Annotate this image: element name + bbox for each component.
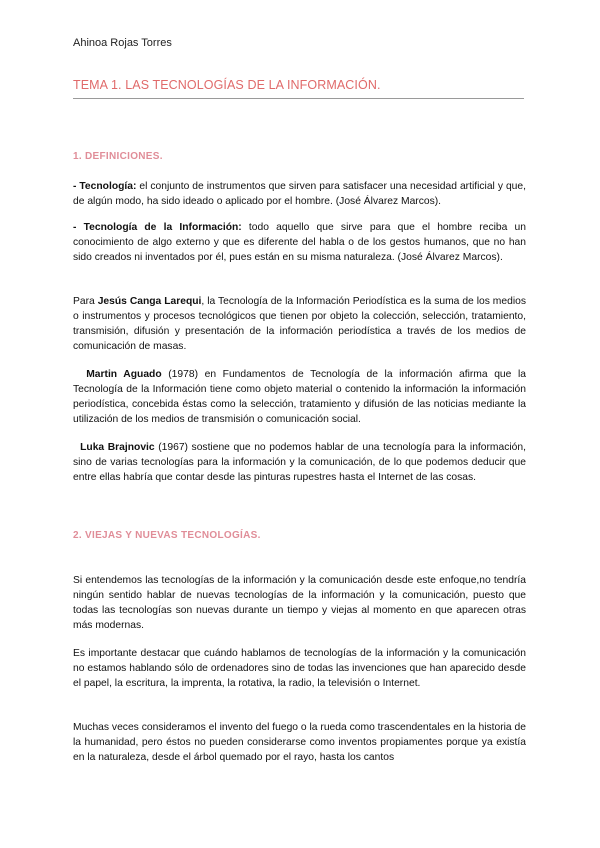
body-paragraph: Si entendemos las tecnologías de la información y la comunicación desde este enfoque,no tendría ningún sentido hablar de nuevas tecnologías de la información y la comunicación, puesto que todas las tecnologías son nuevas durante un tiempo y viejas al momento en que aparecen otras más modernas. — [73, 575, 526, 631]
author-name: Ahinoa Rojas Torres — [73, 37, 172, 49]
author-paragraph — [73, 440, 526, 485]
definition-text: el conjunto de instrumentos que sirven para satisfacer una necesidad artificial y que, de algún modo, ha sido ideado o aplicado por el hombre. (José Álvarez Marcos). — [73, 181, 526, 207]
section-heading-definiciones: 1. DEFINICIONES. — [73, 151, 163, 162]
author-name-bold: Martin Aguado — [86, 369, 162, 380]
author-paragraph — [73, 294, 526, 354]
definition-paragraph — [73, 179, 526, 209]
definition-paragraph — [73, 220, 526, 265]
definition-term: - Tecnología: — [73, 181, 137, 192]
author-name-bold: Jesús Canga Larequi — [97, 296, 202, 307]
definition-term: - Tecnología de la Información: — [73, 222, 242, 233]
title-divider — [73, 98, 524, 99]
author-text: (1967) sostiene que no podemos hablar de una tecnología para la información, sino de varias tecnologías para la información y la comunicación, de lo que podemos deducir que entre ellas habría que contar desde las pinturas rupestres hasta el Internet de las cosas. — [73, 442, 526, 483]
author-prefix: Para — [73, 296, 98, 307]
document-title: TEMA 1. LAS TECNOLOGÍAS DE LA INFORMACIÓN. — [73, 78, 381, 92]
author-name-bold: Luka Brajnovic — [80, 442, 155, 453]
body-paragraph: Es importante destacar que cuándo hablamos de tecnologías de la información y la comunicación no estamos hablando sólo de ordenadores sino de todas las invenciones que han aparecido desde el papel, la escritura, la imprenta, la rotativa, la radio, la televisión o Internet. — [73, 648, 526, 689]
definition-text: todo aquello que sirve para que el hombre reciba un conocimiento de algo externo y que es diferente del habla o de los gestos humanos, que no han sido creados ni inventados por él, pues están en su misma naturaleza. (José Álvarez Marcos). — [73, 222, 526, 263]
author-text: (1978) en Fundamentos de Tecnología de la información afirma que la Tecnología de la Información tiene como objeto material o contenido la información la información periodística, concebida éstas como la selección, tratamiento y difusión de las noticias mediante la utilización de los medios de transmisión o comunicación social. — [73, 369, 526, 425]
body-paragraph: Muchas veces consideramos el invento del fuego o la rueda como trascendentales en la historia de la humanidad, pero éstos no pueden considerarse como inventos propiamentes porque ya existía en la naturaleza, desde el árbol quemado por el rayo, hasta los cantos — [73, 722, 526, 763]
author-paragraph — [73, 367, 526, 427]
section-heading-viejas-nuevas: 2. VIEJAS Y NUEVAS TECNOLOGÍAS. — [73, 530, 261, 541]
author-text: , la Tecnología de la Información Periodística es la suma de los medios o instrumentos y procesos tecnológicos que tienen por objeto la colección, selección, tratamiento, transmisión, difusión y presentación de la información periodística a través de los medios de comunicación de masas. — [73, 296, 526, 352]
